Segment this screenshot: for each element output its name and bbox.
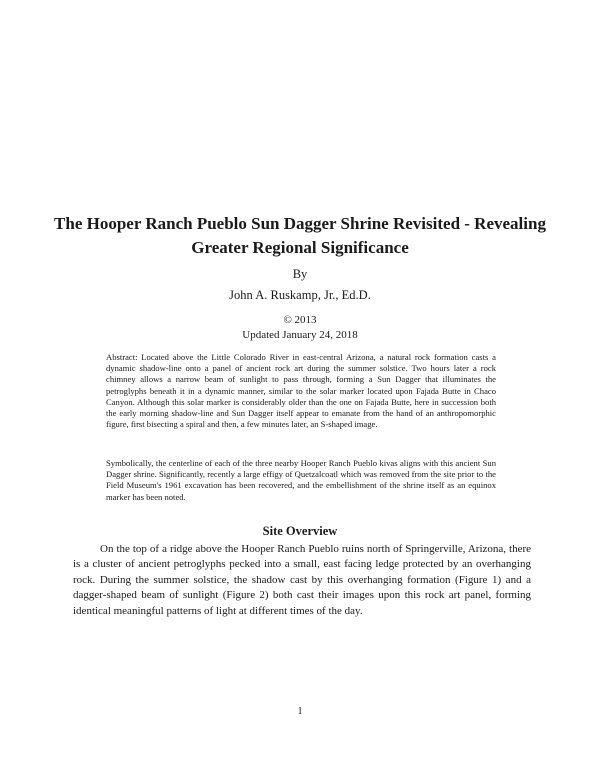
paper-title: The Hooper Ranch Pueblo Sun Dagger Shrine Revisited - Revealing Greater Regional Significance [54,214,546,257]
author-name: John A. Ruskamp, Jr., Ed.D. [229,288,371,302]
section-body-paragraph: On the top of a ridge above the Hooper Ranch Pueblo ruins north of Springerville, Arizona, there is a cluster of ancient petroglyphs pecked into a small, east facing ledge protected by an overhanging rock. During the summer solstice, the shadow cast by this overhanging formation (Figure 1) and a dagger-shaped beam of sunlight (Figure 2) both cast their images upon this rock art panel, forming identical meaningful patterns of light at different times of the day. [73,543,531,617]
updated-date: Updated January 24, 2018 [242,329,358,341]
abstract-paragraph-2: Symbolically, the centerline of each of the three nearby Hooper Ranch Pueblo kivas aligns with this ancient Sun Dagger shrine. Significantly, recently a large effigy of Quetzalcoatl which was removed from the site prior to the Field Museum's 1961 excavation has been recovered, and the embellishment of the shrine itself as an equinox marker has been noted. [106,458,496,502]
abstract-paragraph-1: Abstract: Located above the Little Colorado River in east-central Arizona, a natural rock formation casts a dynamic shadow-line onto a panel of ancient rock art during the summer solstice. Two hours later a rock chimney allows a narrow beam of sunlight to pass through, forming a Sun Dagger that illuminates the petroglyphs beneath it in a dynamic manner, similar to the solar marker located upon Fajada Butte in Chaco Canyon. Although this solar marker is considerably older than the one on Fajada Butte, here in succession both the early morning shadow-line and Sun Dagger itself appear to emanate from the hand of an anthropomorphic figure, first bisecting a spiral and then, a few minutes later, an S-shaped image. [106,352,496,430]
copyright-notice: © 2013 [283,314,317,326]
page-number: 1 [297,706,303,717]
byline: By [292,267,308,281]
section-heading: Site Overview [262,524,338,538]
